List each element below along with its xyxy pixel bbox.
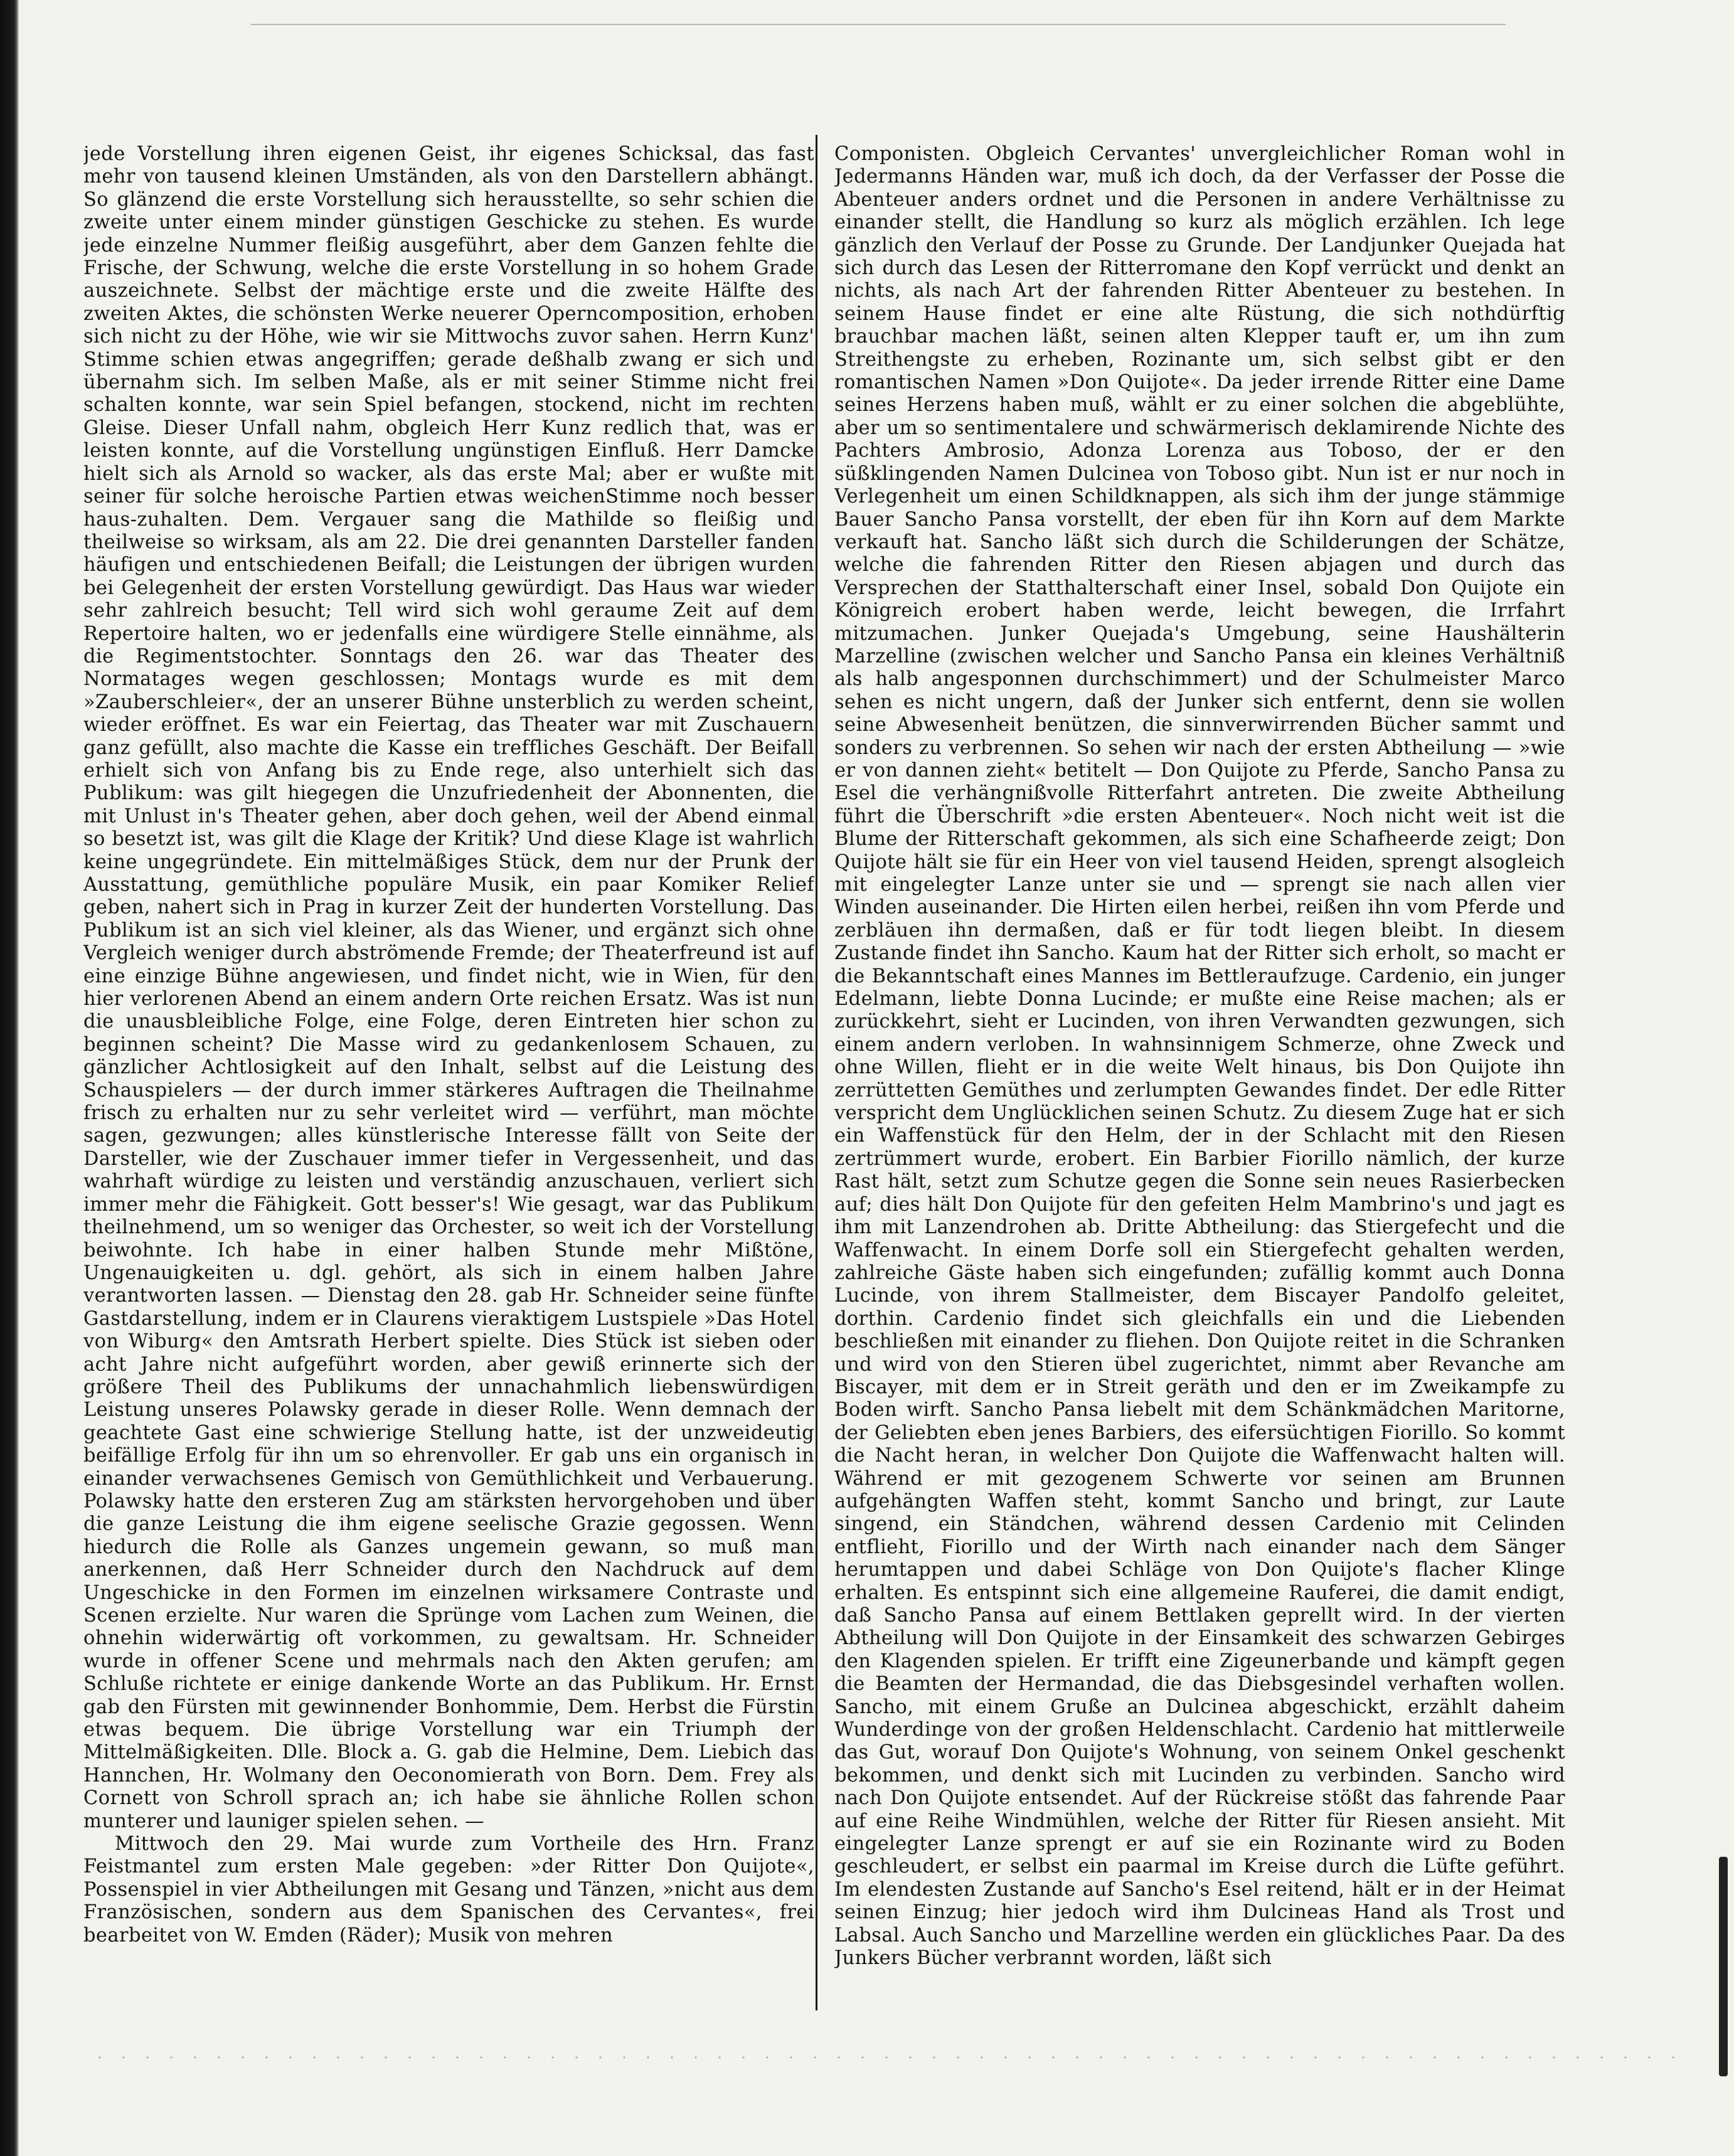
book-binding-edge — [0, 0, 19, 2156]
left-paragraph-1: jede Vorstellung ihren eigenen Geist, ihr eigenes Schicksal, das fast mehr von tausend kleinen Umständen, als von den Darstellern abhängt. So glänzend die erste Vorstellung sich herausstellte, so sehr schien die zweite unter einem minder günstigen Geschicke zu stehen. Es wurde jede einzelne Nummer fleißig ausgeführt, aber dem Ganzen fehlte die Frische, der Schwung, welche die erste Vorstellung in so hohem Grade auszeichnete. Selbst der mächtige erste und die zweite Hälfte des zweiten Aktes, die schönsten Werke neuerer Operncomposition, erhoben sich nicht zu der Höhe, wie wir sie Mittwochs zuvor sahen. Herrn Kunz' Stimme schien etwas angegriffen; gerade deßhalb zwang er sich und übernahm sich. Im selben Maße, als er mit seiner Stimme nicht frei schalten konnte, war sein Spiel befangen, stockend, nicht im rechten Gleise. Dieser Unfall nahm, obgleich Herr Kunz redlich that, was er leisten konnte, auf die Vorstellung ungünstigen Einfluß. Herr Damcke hielt sich als Arnold so wacker, als das erste Mal; aber er wußte mit seiner für solche heroische Partien etwas weichenStimme noch besser haus-zuhalten. Dem. Vergauer sang die Mathilde so fleißig und theilweise so wirksam, als am 22. Die drei genannten Darsteller fanden häufigen und entschiedenen Beifall; die Leistungen der übrigen wurden bei Gelegenheit der ersten Vorstellung gewürdigt. Das Haus war wieder sehr zahlreich besucht; Tell wird sich wohl geraume Zeit auf dem Repertoire halten, wo er jedenfalls eine würdigere Stelle einnähme, als die Regimentstochter. Sonntags den 26. war das Theater des Normatages wegen geschlossen; Montags wurde es mit dem »Zauberschleier«, der an unserer Bühne unsterblich zu werden scheint, wieder eröffnet. Es war ein Feiertag, das Theater war mit Zuschauern ganz gefüllt, also machte die Kasse ein treffliches Geschäft. Der Beifall erhielt sich von Anfang bis zu Ende rege, also unterhielt sich das Publikum: was gilt hiegegen die Unzufriedenheit der Abonnenten, die mit Unlust in's Theater gehen, aber doch gehen, weil der Abend einmal so besetzt ist, was gilt die Klage der Kritik? Und diese Klage ist wahrlich keine ungegründete. Ein mittelmäßiges Stück, dem nur der Prunk der Ausstattung, gemüthliche populäre Musik, ein paar Komiker Relief geben, nahert sich in Prag in kurzer Zeit der hunderten Vorstellung. Das Publikum ist an sich viel kleiner, als das Wiener, und ergänzt sich ohne Vergleich weniger durch abströmende Fremde; der Theaterfreund ist auf eine einzige Bühne angewiesen, und findet nicht, wie in Wien, für den hier verlorenen Abend an einem andern Orte reichen Ersatz. Was ist nun die unausbleibliche Folge, eine Folge, deren Eintreten hier schon zu beginnen scheint? Die Masse wird zu gedankenlosem Schauen, zu gänzlicher Achtlosigkeit auf den Inhalt, selbst auf die Leistung des Schauspielers — der durch immer stärkeres Auftragen die Theilnahme frisch zu erhalten nur zu sehr verleitet wird — verführt, man möchte sagen, gezwungen; alles künstlerische Interesse fällt von Seite der Darsteller, wie der Zuschauer immer tiefer in Vergessenheit, und das wahrhaft würdige zu leisten und verständig anzuschauen, verliert sich immer mehr die Fähigkeit. Gott besser's! Wie gesagt, war das Publikum theilnehmend, um so weniger das Orchester, so weit ich der Vorstellung beiwohnte. Ich habe in einer halben Stunde mehr Mißtöne, Ungenauigkeiten u. dgl. gehört, als sich in einem halben Jahre verantworten lassen. — Dienstag den 28. gab Hr. Schneider seine fünfte Gastdarstellung, indem er in Claurens vieraktigem Lustspiele »Das Hotel von Wiburg« den Amtsrath Herbert spielte. Dies Stück ist sieben oder acht Jahre nicht aufgeführt worden, aber gewiß erinnerte sich der größere Theil des Publikums der unnachahmlich liebenswürdigen Leistung unseres Polawsky gerade in dieser Rolle. Wenn demnach der geachtete Gast eine schwierige Stellung hatte, ist der unzweideutig beifällige Erfolg für ihn um so ehrenvoller. Er gab uns ein organisch in einander verwachsenes Gemisch von Gemüthlichkeit und Verbauerung. Polawsky hatte den ersteren Zug am stärksten hervorgehoben und über die ganze Leistung die ihm eigene seelische Grazie gegossen. Wenn hiedurch die Rolle als Ganzes ungemein gewann, so muß man anerkennen, daß Herr Schneider durch den Nachdruck auf dem Ungeschicke in den Formen im einzelnen wirksamere Contraste und Scenen erzielte. Nur waren die Sprünge vom Lachen zum Weinen, die ohnehin widerwärtig oft vorkommen, zu gewaltsam. Hr. Schneider wurde in offener Scene und mehrmals nach den Akten gerufen; am Schluße richtete er einige dankende Worte an das Publikum. Hr. Ernst gab den Fürsten mit gewinnender Bonhommie, Dem. Herbst die Fürstin etwas bequem. Die übrige Vorstellung war ein Triumph der Mittelmäßigkeiten. Dlle. Block a. G. gab die Helmine, Dem. Liebich das Hannchen, Hr. Wolmany den Oeconomierath von Born. Dem. Frey als Cornett von Schroll sprach an; ich habe sie ähnliche Rollen schon munterer und launiger spielen sehen. — — [83, 143, 814, 1832]
right-column — [834, 143, 1565, 1981]
left-paragraph-2: Mittwoch den 29. Mai wurde zum Vortheile des Hrn. Franz Feistmantel zum ersten Male gegeben: »der Ritter Don Quijote«, Possenspiel in vier Abtheilungen mit Gesang und Tänzen, »nicht aus dem Französischen, sondern aus dem Spanischen des Cervantes«, frei bearbeitet von W. Emden (Räder); Musik von mehren — [83, 1833, 814, 1946]
top-rule — [251, 24, 1506, 25]
scan-artifact-dots — [88, 2051, 1694, 2064]
right-paragraph-1: Componisten. Obgleich Cervantes' unvergleichlicher Roman wohl in Jedermanns Händen war, muß ich doch, da der Verfasser der Posse die Abenteuer anders ordnet und die Personen in andere Verhältnisse zu einander stellt, die Handlung so kurz als möglich erzählen. Ich lege gänzlich den Verlauf der Posse zu Grunde. Der Landjunker Quejada hat sich durch das Lesen der Ritterromane den Kopf verrückt und denkt an nichts, als nach Art der fahrenden Ritter Abenteuer zu bestehen. In seinem Hause findet er eine alte Rüstung, die sich nothdürftig brauchbar machen läßt, seinen alten Klepper tauft er, um ihn zum Streithengste zu erheben, Rozinante um, sich selbst gibt er den romantischen Namen »Don Quijote«. Da jeder irrende Ritter eine Dame seines Herzens haben muß, wählt er zu einer solchen die abgeblühte, aber um so sentimentalere und schwärmerisch deklamirende Nichte des Pachters Ambrosio, Adonza Lorenza aus Toboso, der er den süßklingenden Namen Dulcinea von Toboso gibt. Nun ist er nur noch in Verlegenheit um einen Schildknappen, als sich ihm der junge stämmige Bauer Sancho Pansa vorstellt, der eben für ihn Korn auf dem Markte verkauft hat. Sancho läßt sich durch die Schilderungen der Schätze, welche die fahrenden Ritter den Riesen abjagen und durch das Versprechen der Statthalterschaft einer Insel, sobald Don Quijote ein Königreich erobert haben werde, leicht bewegen, die Irrfahrt mitzumachen. Junker Quejada's Umgebung, seine Haushälterin Marzelline (zwischen welcher und Sancho Pansa ein kleines Verhältniß als halb angesponnen durchschimmert) und der Schulmeister Marco sehen es nicht ungern, daß der Junker sich entfernt, denn sie wollen seine Abwesenheit benützen, die sinnverwirrenden Bücher sammt und sonders zu verbrennen. So sehen wir nach der ersten Abtheilung — »wie er von dannen zieht« betitelt — Don Quijote zu Pferde, Sancho Pansa zu Esel die verhängnißvolle Ritterfahrt antreten. Die zweite Abtheilung führt die Überschrift »die ersten Abenteuer«. Noch nicht weit ist die Blume der Ritterschaft gekommen, als sich eine Schafheerde zeigt; Don Quijote hält sie für ein Heer von viel tausend Heiden, sprengt alsogleich mit eingelegter Lanze unter sie und — sprengt sie nach allen vier Winden auseinander. Die Hirten eilen herbei, reißen ihn vom Pferde und zerbläuen ihn dermaßen, daß er für todt liegen bleibt. In diesem Zustande findet ihn Sancho. Kaum hat der Ritter sich erholt, so macht er die Bekanntschaft eines Mannes im Bettleraufzuge. Cardenio, ein junger Edelmann, liebte Donna Lucinde; er mußte eine Reise machen; als er zurückkehrt, sieht er Lucinden, von ihren Verwandten gezwungen, sich einem andern verloben. In wahnsinnigem Schmerze, ohne Zweck und ohne Willen, flieht er in die weite Welt hinaus, bis Don Quijote ihn zerrüttetten Gemüthes und zerlumpten Gewandes findet. Der edle Ritter verspricht dem Unglücklichen seinen Schutz. Zu diesem Zuge hat er sich ein Waffenstück für den Helm, der in der Schlacht mit den Riesen zertrümmert wurde, erobert. Ein Barbier Fiorillo nämlich, der kurze Rast hält, setzt zum Schutze gegen die Sonne sein neues Rasierbecken auf; dies hält Don Quijote für den gefeiten Helm Mambrino's und jagt es ihm mit Lanzendrohen ab. Dritte Abtheilung: das Stiergefecht und die Waffenwacht. In einem Dorfe soll ein Stiergefecht gehalten werden, zahlreiche Gäste haben sich eingefunden; zufällig kommt auch Donna Lucinde, von ihrem Stallmeister, dem Biscayer Pandolfo geleitet, dorthin. Cardenio findet sich gleichfalls ein und die Liebenden beschließen mit einander zu fliehen. Don Quijote reitet in die Schranken und wird von den Stieren übel zugerichtet, nimmt aber Revanche am Biscayer, mit dem er in Streit geräth und den er im Zweikampfe zu Boden wirft. Sancho Pansa liebelt mit dem Schänkmädchen Maritorne, der Geliebten eben jenes Barbiers, des eifersüchtigen Fiorillo. So kommt die Nacht heran, in welcher Don Quijote die Waffenwacht halten will. Während er mit gezogenem Schwerte vor seinen am Brunnen aufgehängten Waffen steht, kommt Sancho und bringt, zur Laute singend, ein Ständchen, während dessen Cardenio mit Celinden entflieht, Fiorillo und der Wirth nach einander nach dem Sänger herumtappen und dabei Schläge von Don Quijote's flacher Klinge erhalten. Es entspinnt sich eine allgemeine Rauferei, die damit endigt, daß Sancho Pansa auf einem Bettlaken geprellt wird. In der vierten Abtheilung will Don Quijote in der Einsamkeit des schwarzen Gebirges den Klagenden spielen. Er trifft eine Zigeunerbande und kämpft gegen die Beamten der Hermandad, die das Diebsgesindel verhaften wollen. Sancho, mit einem Gruße an Dulcinea abgeschickt, erzählt daheim Wunderdinge von der großen Heldenschlacht. Cardenio hat mittlerweile das Gut, worauf Don Quijote's Wohnung, von seinem Onkel geschenkt bekommen, und denkt sich mit Lucinden zu verbinden. Sancho wird nach Don Quijote entsendet. Auf der Rückreise stößt das fahrende Paar auf eine Reihe Windmühlen, welche der Ritter für Riesen ansieht. Mit eingelegter Lanze sprengt er auf sie ein Rozinante wird zu Boden geschleudert, er selbst ein paarmal im Kreise durch die Lüfte geführt. Im elendesten Zustande auf Sancho's Esel reitend, hält er in der Heimat seinen Einzug; hier jedoch wird ihm Dulcineas Hand als Trost und Labsal. Auch Sancho und Marzelline werden ein glückliches Paar. Da des Junkers Bücher verbrannt worden, läßt sich — [834, 143, 1565, 1970]
left-column — [83, 143, 814, 1981]
page-edge-mark — [1719, 1857, 1728, 2076]
column-divider — [816, 135, 817, 2010]
